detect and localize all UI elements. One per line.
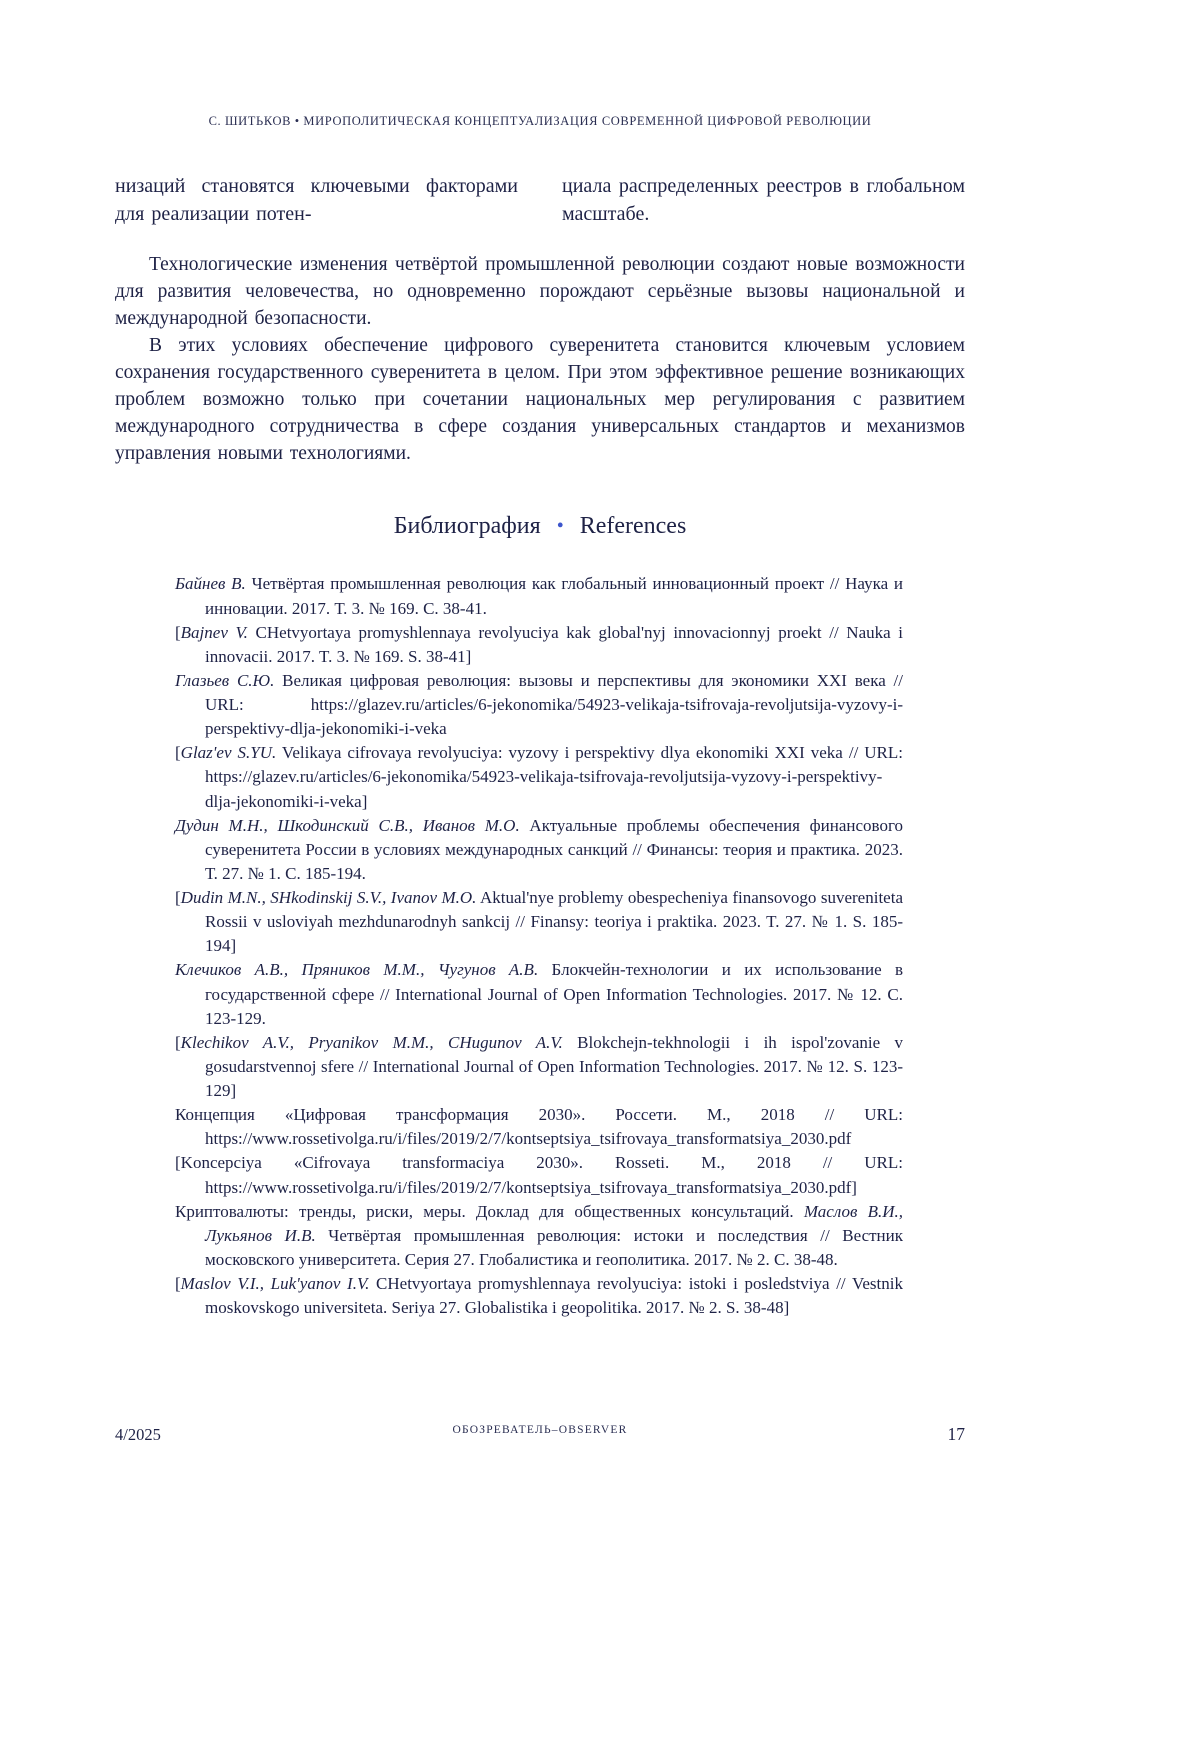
issue-number: 4/2025: [115, 1425, 161, 1444]
paragraph-2: В этих условиях обеспечение цифрового суверенитета становится ключевым условием сохранения государственного суверенитета в целом. При этом эффективное решение возникающих проблем возможно только при сочетании национальных мер регулирования с развитием международного сотрудничества в сфере создания универсальных стандартов и механизмов управления новыми технологиями.: [115, 334, 965, 464]
bibliography-entry: [175, 1103, 903, 1151]
paragraph-1: Технологические изменения четвёртой промышленной революции создают новые возможности для развития человечества, но одновременно порождают серьёзные вызовы национальной и международной безопасности.: [115, 254, 965, 329]
bibliography-entry: [175, 621, 903, 669]
page-footer: [115, 1424, 965, 1445]
journal-name: ОБОЗРЕВАТЕЛЬ–OBSERVER: [452, 1424, 628, 1436]
bibliography-text: Великая цифровая революция: вызовы и перспективы для экономики XXI века // URL: https://glazev.ru/articles/6-jekonomika/54923-velikaja-tsifrovaja-revoljutsija-vyzovy-i-perspektivy-dlja-jekonomiki-i-veka: [205, 670, 903, 739]
bibliography-entry: [175, 741, 903, 813]
bibliography-text: [: [175, 622, 181, 642]
bibliography-text: Концепция «Цифровая трансформация 2030». Россети. М., 2018 // URL: https://www.rossetivolga.ru/i/files/2019/2/7/kontseptsiya_tsifrovaya_transformatsiya_2030.pdf: [175, 1105, 903, 1149]
bibliography-text: Актуальные проблемы обеспечения финансового суверенитета России в условиях международных санкций // Финансы: теория и практика. 2023. Т. 27. № 1. С. 185-194.: [205, 815, 903, 883]
bibliography-entry: [175, 1272, 903, 1320]
page-number: 17: [947, 1424, 965, 1444]
bibliography-text: Четвёртая промышленная революция: истоки и последствия // Вестник московского университета. Серия 27. Глобалистика и геополитика. 2017. № 2. С. 38-48.: [205, 1225, 903, 1269]
bibliography-entry: [175, 669, 903, 741]
running-head: С. ШИТЬКОВ • МИРОПОЛИТИЧЕСКАЯ КОНЦЕПТУАЛИЗАЦИЯ СОВРЕМЕННОЙ ЦИФРОВОЙ РЕВОЛЮЦИИ: [208, 114, 872, 128]
bibliography-text: [: [175, 743, 181, 763]
left-column-text: низаций становятся ключевыми факторами для реализации потен-: [115, 175, 518, 225]
bibliography-text: [: [175, 888, 181, 908]
bibliography-text: [Koncepciya «Cifrovaya transformaciya 2030». Rosseti. M., 2018 // URL: https://www.rossetivolga.ru/i/files/2019/2/7/kontseptsiya_tsifrovaya_transformatsiya_2030.pdf]: [175, 1153, 903, 1197]
bibliography-text: Блокчейн-технологии и их использование в государственной сфере // International Journal of Open Information Technologies. 2017. № 12. С. 123-129.: [205, 960, 903, 1028]
bibliography-author: Maslov V.I., Luk'yanov I.V.: [180, 1274, 370, 1294]
bibliography-author: Дудин М.Н., Шкодинский С.В., Иванов М.О.: [175, 815, 520, 835]
two-column-text: [115, 173, 965, 228]
bibliography-author: Glaz'ev S.YU.: [180, 743, 277, 763]
document-page: [115, 0, 965, 1747]
bibliography-author: Глазьев С.Ю.: [175, 670, 275, 690]
bibliography-author: Клечиков А.В., Пряников М.М., Чугунов А.В.: [175, 960, 539, 980]
bibliography-author: Bajnev V.: [180, 622, 248, 642]
bibliography-entry: [175, 814, 903, 886]
bibliography-title-ru: Библиография: [393, 513, 541, 540]
bibliography-list: [115, 572, 965, 1320]
bibliography-heading: [115, 513, 965, 540]
bibliography-entry: [175, 958, 903, 1030]
bibliography-text: Velikaya cifrovaya revolyuciya: vyzovy i perspektivy dlya ekonomiki XXI veka // URL: https://glazev.ru/articles/6-jekonomika/54923-velikaja-tsifrovaja-revoljutsija-vyzovy-i-perspektivy-dlja-jekonomiki-i-veka]: [205, 743, 904, 811]
bibliography-author: Байнев В.: [175, 574, 246, 594]
bibliography-text: Aktual'nye problemy obespecheniya finansovogo suvereniteta Rossii v usloviyah mezhdunarodnyh sankcij // Finansy: teoriya i praktika. 2023. T. 27. № 1. S. 185-194]: [205, 888, 903, 956]
bibliography-text: Четвёртая промышленная революция как глобальный инновационный проект // Наука и инновации. 2017. Т. 3. № 169. С. 38-41.: [205, 574, 903, 618]
bibliography-entry: [175, 1031, 903, 1103]
bibliography-entry: [175, 1151, 903, 1199]
bibliography-text: Криптовалюты: тренды, риски, меры. Доклад для общественных консультаций.: [175, 1201, 804, 1221]
bibliography-author: Dudin M.N., SHkodinskij S.V., Ivanov M.O.: [180, 888, 477, 908]
bibliography-entry: [175, 1200, 903, 1272]
bibliography-text: CHetvyortaya promyshlennaya revolyuciya kak global'nyj innovacionnyj proekt // Nauka i innovacii. 2017. T. 3. № 169. S. 38-41]: [205, 622, 903, 666]
bibliography-text: Blokchejn-tekhnologii i ih ispol'zovanie v gosudarstvennoj sfere // International Journal of Open Information Technologies. 2017. № 12. S. 123-129]: [205, 1032, 903, 1101]
bullet-separator-icon: •: [556, 515, 564, 538]
bibliography-text: [: [175, 1274, 181, 1294]
bibliography-entry: [175, 572, 903, 620]
bibliography-text: CHetvyortaya promyshlennaya revolyuciya: istoki i posledstviya // Vestnik moskovskogo universiteta. Seriya 27. Globalistika i geopolitika. 2017. № 2. S. 38-48]: [205, 1274, 903, 1318]
bibliography-author: Маслов В.И., Лукьянов И.В.: [205, 1201, 903, 1245]
bibliography-entry: [175, 886, 903, 958]
bibliography-author: Klechikov A.V., Pryanikov M.M., CHugunov A.V.: [180, 1032, 563, 1052]
body-paragraphs: [115, 252, 965, 467]
bibliography-title-en: References: [579, 513, 687, 540]
right-column-text: циала распределенных реестров в глобальном масштабе.: [562, 175, 965, 225]
bibliography-text: [: [175, 1032, 181, 1052]
